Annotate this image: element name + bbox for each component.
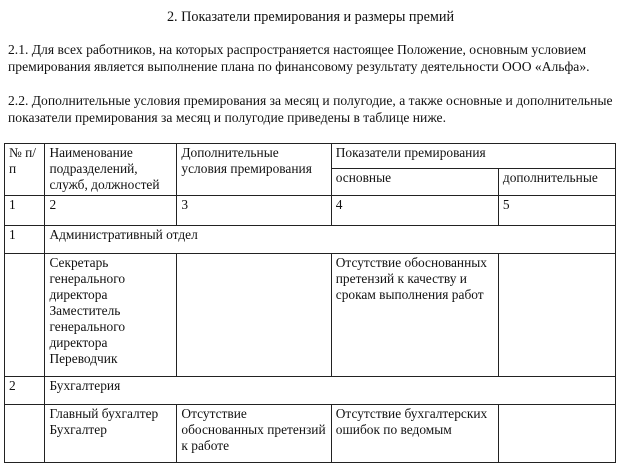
section-row-accounting [5, 377, 616, 405]
table-header-row [5, 144, 616, 169]
empty-cell [5, 254, 45, 377]
position-item: Секретарь генерального директора [49, 255, 126, 302]
empty-cell [5, 405, 45, 463]
header-num: № п/п [5, 144, 45, 196]
main-indicator-cell: Отсутствие обоснованных претензий к качеству и срокам выполнения работ [331, 254, 498, 377]
section-heading: 2. Показатели премирования и размеры премий [166, 9, 455, 25]
header-main: основные [331, 169, 498, 196]
section-num: 2 [5, 377, 45, 405]
main-indicator-cell: Отсутствие бухгалтерских ошибок по ведомым [331, 405, 498, 463]
index-cell: 3 [177, 196, 331, 226]
header-name: Наименование подразделений, служб, должностей [45, 144, 177, 196]
section-title: Административный отдел [45, 226, 616, 254]
index-cell: 1 [5, 196, 45, 226]
header-indicators: Показатели премирования [331, 144, 615, 169]
index-cell: 5 [498, 196, 615, 226]
section-body-admin [5, 254, 616, 377]
bonus-indicators-table [4, 143, 616, 463]
section-num: 1 [5, 226, 45, 254]
position-item: Заместитель генерального директора [49, 303, 126, 350]
positions-cell [45, 405, 177, 463]
extra-indicator-cell [498, 254, 615, 377]
index-cell: 2 [45, 196, 177, 226]
additional-conditions-cell [177, 254, 331, 377]
additional-conditions-cell: Отсутствие обоснованных претензий к работе [177, 405, 331, 463]
paragraph-2-2: 2.2. Дополнительные условия премирования за месяц и полугодие, а также основные и дополнительные показатели премирования за месяц и полугодие приведены в таблице ниже. [8, 93, 613, 125]
position-item: Бухгалтер [49, 422, 107, 437]
extra-indicator-cell [498, 405, 615, 463]
section-body-accounting [5, 405, 616, 463]
section-title: Бухгалтерия [45, 377, 616, 405]
positions-cell [45, 254, 177, 377]
column-index-row [5, 196, 616, 226]
section-row-admin [5, 226, 616, 254]
header-additional-conditions: Дополнительные условия премирования [177, 144, 331, 196]
position-item: Переводчик [49, 351, 118, 366]
header-extra: дополнительные [498, 169, 615, 196]
position-item: Главный бухгалтер [49, 406, 159, 421]
index-cell: 4 [331, 196, 498, 226]
paragraph-2-1: 2.1. Для всех работников, на которых распространяется настоящее Положение, основным условием премирования является выполнение плана по финансовому результату деятельности ООО «Альфа». [8, 42, 590, 74]
